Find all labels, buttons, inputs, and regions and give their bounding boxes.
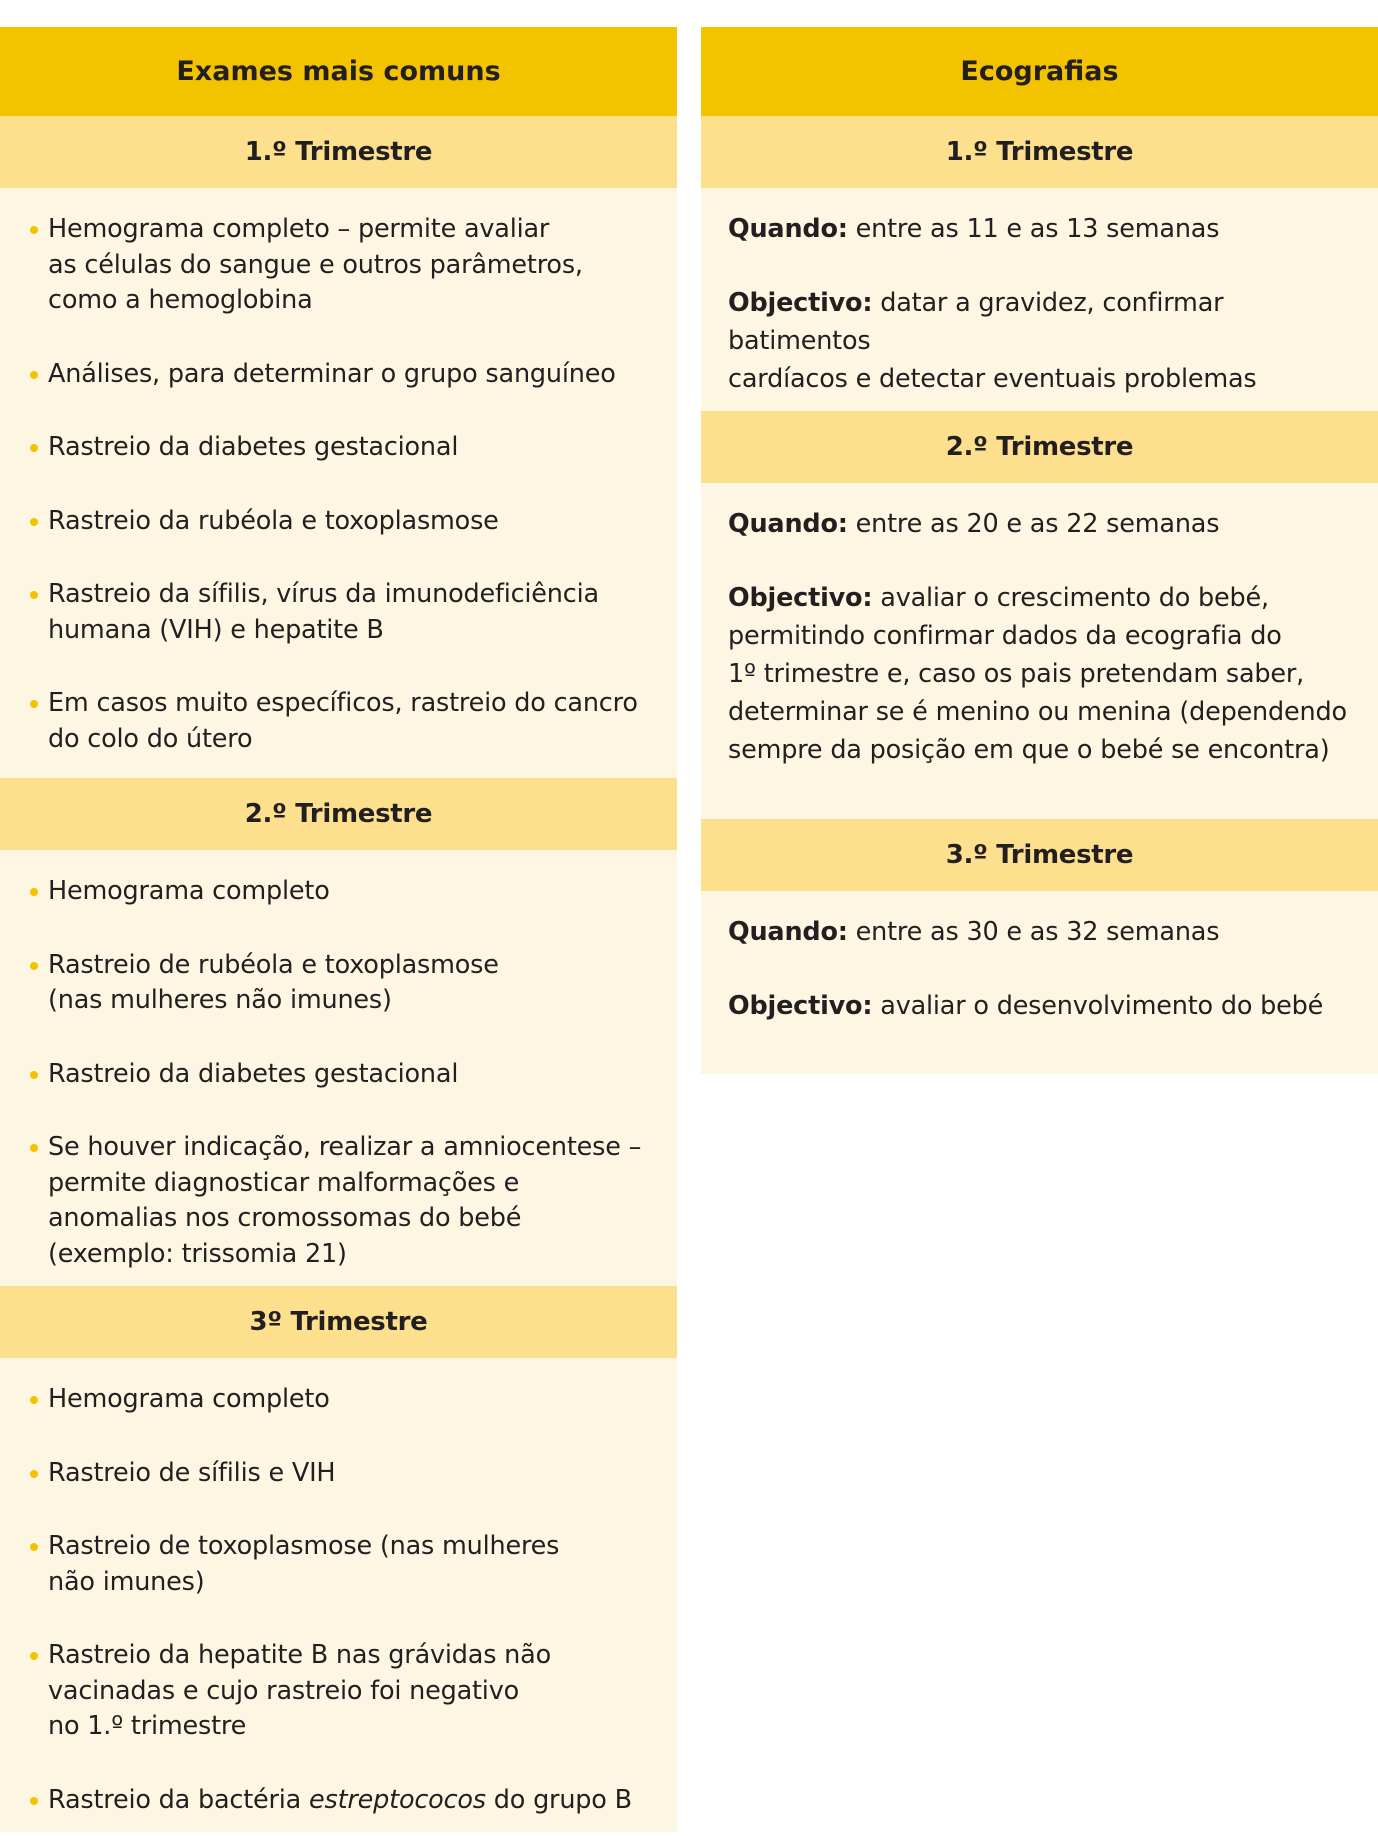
goal-row [728, 284, 1352, 398]
list-item [28, 1783, 647, 1819]
when-label: Quando: [728, 214, 848, 244]
when-value: entre as 11 e as 13 semanas [855, 214, 1220, 244]
bullet-icon [30, 1144, 38, 1152]
exams-trimester-1-heading: 1.º Trimestre [0, 116, 677, 188]
exams-trimester-2-body [0, 850, 677, 1286]
exams-trimester-2-heading: 2.º Trimestre [0, 778, 677, 850]
ultrasound-trimester-1-heading: 1.º Trimestre [701, 116, 1378, 188]
bullet-icon [30, 888, 38, 896]
ultrasound-trimester-2-body [701, 483, 1378, 819]
bullet-icon [30, 1797, 38, 1805]
ultrasound-trimester-1-body [701, 188, 1378, 411]
list-item: Rastreio de sífilis e VIH [28, 1456, 647, 1492]
goal-value: datar a gravidez, confirmar batimentos cardíacos e detectar eventuais problemas [728, 288, 1257, 394]
ultrasound-title: Ecografias [701, 27, 1378, 116]
bullet-icon [30, 591, 38, 599]
bullet-icon [30, 1652, 38, 1660]
bullet-icon [30, 518, 38, 526]
bullet-icon [30, 962, 38, 970]
when-label: Quando: [728, 509, 848, 539]
exams-trimester-3-list [0, 1358, 677, 1830]
list-item: Hemograma completo [28, 874, 647, 910]
goal-value: avaliar o crescimento do bebé, permitindo confirmar dados da ecografia do 1º trimestre e, caso os pais pretendam saber, determinar se é menino ou menina (dependendo sempre da posição em que o bebé se encontra) [728, 583, 1347, 765]
item-text-before: Rastreio da bactéria [48, 1784, 310, 1815]
exams-column [0, 27, 677, 1832]
list-item: Rastreio de rubéola e toxoplasmose (nas mulheres não imunes) [28, 948, 647, 1019]
exams-trimester-1-list [0, 188, 677, 769]
list-item: Se houver indicação, realizar a amniocentese – permite diagnosticar malformações e anomalias nos cromossomas do bebé (exemplo: trissomia 21) [28, 1130, 647, 1272]
bullet-icon [30, 1543, 38, 1551]
list-item: Rastreio da diabetes gestacional [28, 1057, 647, 1093]
ultrasound-trimester-2-heading: 2.º Trimestre [701, 411, 1378, 483]
item-text-after: do grupo B [485, 1784, 632, 1815]
exams-title: Exames mais comuns [0, 27, 677, 116]
bullet-icon [30, 371, 38, 379]
goal-value: avaliar o desenvolvimento do bebé [880, 991, 1324, 1021]
when-row [728, 210, 1352, 248]
bullet-icon [30, 226, 38, 234]
when-row [728, 505, 1352, 543]
bullet-icon [30, 1396, 38, 1404]
list-item: Rastreio da rubéola e toxoplasmose [28, 504, 647, 540]
when-row [728, 913, 1352, 951]
when-label: Quando: [728, 917, 848, 947]
list-item: Rastreio da diabetes gestacional [28, 430, 647, 466]
when-value: entre as 30 e as 32 semanas [855, 917, 1220, 947]
list-item: Rastreio de toxoplasmose (nas mulheres não imunes) [28, 1529, 647, 1600]
goal-row [728, 987, 1352, 1025]
item-text-italic: estreptococos [309, 1784, 486, 1815]
ultrasound-trimester-3-body [701, 891, 1378, 1074]
bullet-icon [30, 1071, 38, 1079]
exams-trimester-1-body [0, 188, 677, 778]
exams-trimester-3-heading: 3º Trimestre [0, 1286, 677, 1358]
list-item: Análises, para determinar o grupo sanguíneo [28, 357, 647, 393]
list-item: Rastreio da sífilis, vírus da imunodeficiência humana (VIH) e hepatite B [28, 577, 647, 648]
goal-label: Objectivo: [728, 288, 873, 318]
bullet-icon [30, 444, 38, 452]
goal-row [728, 579, 1352, 769]
list-item: Hemograma completo – permite avaliar as células do sangue e outros parâmetros, como a hemoglobina [28, 212, 647, 319]
bullet-icon [30, 700, 38, 708]
list-item: Hemograma completo [28, 1382, 647, 1418]
ultrasound-column [701, 27, 1378, 1074]
exams-trimester-3-body [0, 1358, 677, 1832]
list-item: Rastreio da hepatite B nas grávidas não vacinadas e cujo rastreio foi negativo no 1.º trimestre [28, 1638, 647, 1745]
list-item: Em casos muito específicos, rastreio do cancro do colo do útero [28, 686, 647, 757]
exams-trimester-2-list [0, 850, 677, 1284]
ultrasound-trimester-3-heading: 3.º Trimestre [701, 819, 1378, 891]
when-value: entre as 20 e as 22 semanas [855, 509, 1220, 539]
goal-label: Objectivo: [728, 991, 873, 1021]
goal-label: Objectivo: [728, 583, 873, 613]
bullet-icon [30, 1470, 38, 1478]
